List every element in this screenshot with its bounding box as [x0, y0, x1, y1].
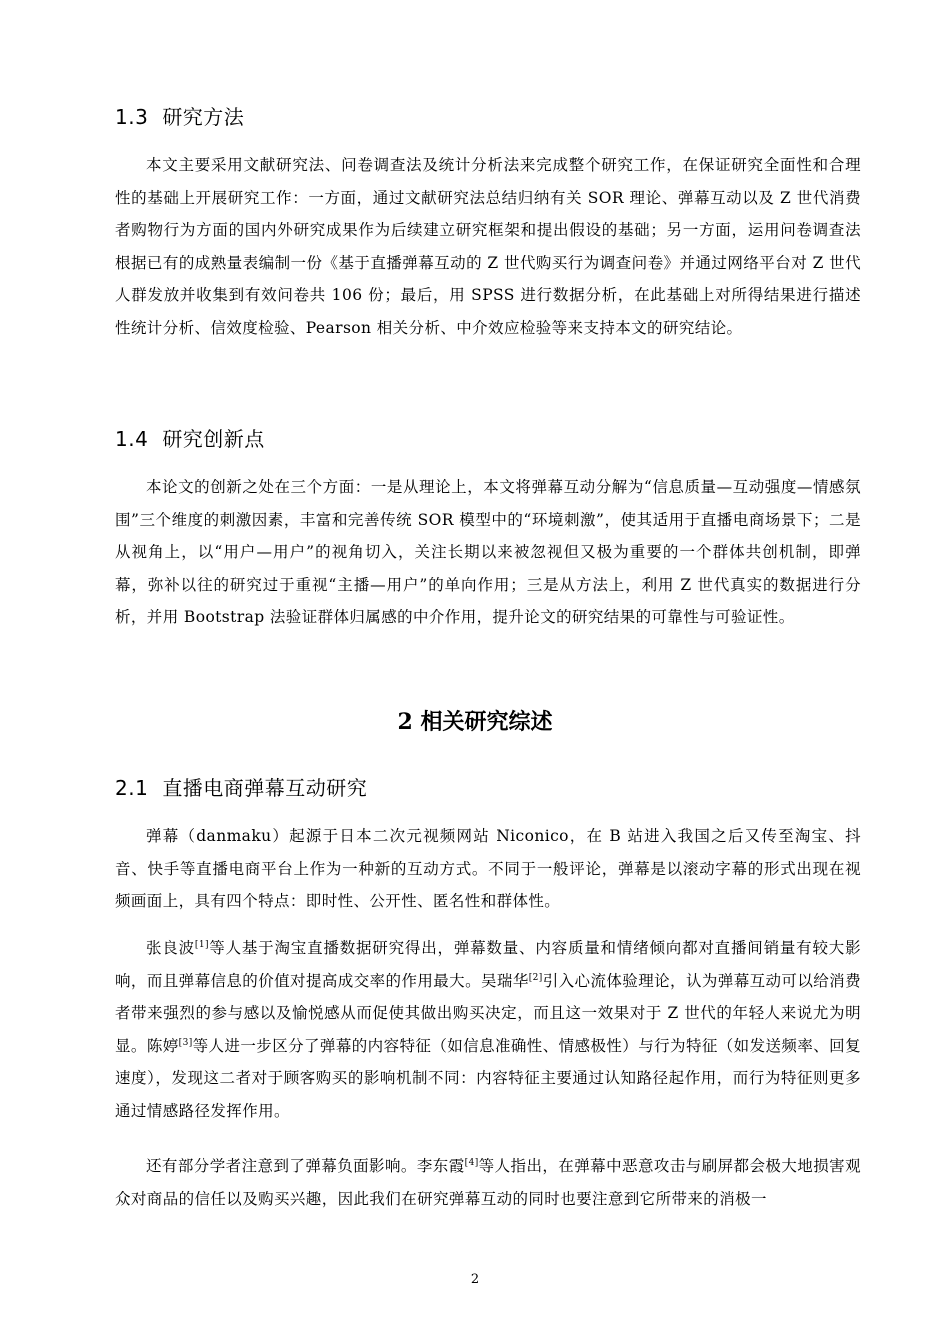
paragraph-innovations: 本论文的创新之处在三个方面：一是从理论上，本文将弹幕互动分解为“信息质量—互动强度—情感氛围”三个维度的刺激因素，丰富和完善传统 SOR 模型中的“环境刺激”，使其适用于直播电商场景下；二是从视角上，以“用户—用户”的视角切入，关注长期以来被忽视但又极为重要的一个群体共创机制，即弹幕，弥补以往的研究过于重视“主播—用户”的单向作用；三是从方法上，利用 Z 世代真实的数据进行分析，并用 Bootstrap 法验证群体归属感的中介作用，提升论文的研究结果的可靠性与可验证性。	[115, 478, 861, 626]
section-number: 2.1	[115, 776, 149, 800]
section-number: 1.3	[115, 105, 149, 129]
text-segment: 等人基于淘宝直播数据研究得出，弹幕数量、内容质量和情绪倾向都对直播间销量有较大影响，而且弹幕信息的价值对提高成交率的作用最大。吴瑞华	[115, 939, 861, 990]
section-title: 直播电商弹幕互动研究	[162, 776, 368, 800]
text-segment: 张良波	[146, 939, 195, 957]
text-segment: 等人指出，在弹幕中恶意攻击与刷屏都会极大地损害观众对商品的信任以及购买兴趣，因此我们在研究弹幕互动的同时也要注意到它所带来的消极一	[115, 1157, 861, 1208]
chapter-heading: 2 相关研究综述	[397, 709, 553, 735]
paragraph-danmaku-studies	[115, 932, 861, 1127]
paragraph-danmaku-intro: 弹幕（danmaku）起源于日本二次元视频网站 Niconico，在 B 站进入我国之后又传至淘宝、抖音、快手等直播电商平台上作为一种新的互动方式。不同于一般评论，弹幕是以滚动字幕的形式出现在视频画面上，具有四个特点：即时性、公开性、匿名性和群体性。	[115, 827, 861, 910]
section-heading-1-4	[115, 427, 265, 451]
section-title: 研究方法	[162, 105, 245, 129]
paragraph-danmaku-negative	[115, 1150, 861, 1215]
section-number: 1.4	[115, 427, 149, 451]
text-segment: 还有部分学者注意到了弹幕负面影响。李东霞	[146, 1157, 465, 1175]
citation-ref: [4]	[464, 1157, 479, 1168]
section-heading-2-1	[115, 776, 367, 800]
citation-ref: [3]	[178, 1037, 193, 1048]
paragraph-research-methods: 本文主要采用文献研究法、问卷调查法及统计分析法来完成整个研究工作，在保证研究全面性和合理性的基础上开展研究工作：一方面，通过文献研究法总结归纳有关 SOR 理论、弹幕互动以及 Z 世代消费者购物行为方面的国内外研究成果作为后续建立研究框架和提出假设的基础；另一方面，运用问卷调查法根据已有的成熟量表编制一份《基于直播弹幕互动的 Z 世代购买行为调查问卷》并通过网络平台对 Z 世代人群发放并收集到有效问卷共 106 份；最后，用 SPSS 进行数据分析，在此基础上对所得结果进行描述性统计分析、信效度检验、Pearson 相关分析、中介效应检验等来支持本文的研究结论。	[115, 156, 861, 337]
section-title: 研究创新点	[162, 427, 265, 451]
citation-ref: [1]	[194, 939, 209, 950]
citation-ref: [2]	[528, 972, 543, 983]
text-segment: 等人进一步区分了弹幕的内容特征（如信息准确性、情感极性）与行为特征（如发送频率、回复速度），发现这二者对于顾客购买的影响机制不同：内容特征主要通过认知路径起作用，而行为特征则更多通过情感路径发挥作用。	[115, 1036, 861, 1120]
page-number: 2	[470, 1272, 480, 1287]
text-segment: 引入心流体验理论，认为弹幕互动可以给消费者带来强烈的参与感以及愉悦感从而促使其做出购买决定，而且这一效果对于 Z 世代的年轻人来说尤为明显。陈婷	[115, 971, 861, 1055]
section-heading-1-3	[115, 105, 244, 129]
